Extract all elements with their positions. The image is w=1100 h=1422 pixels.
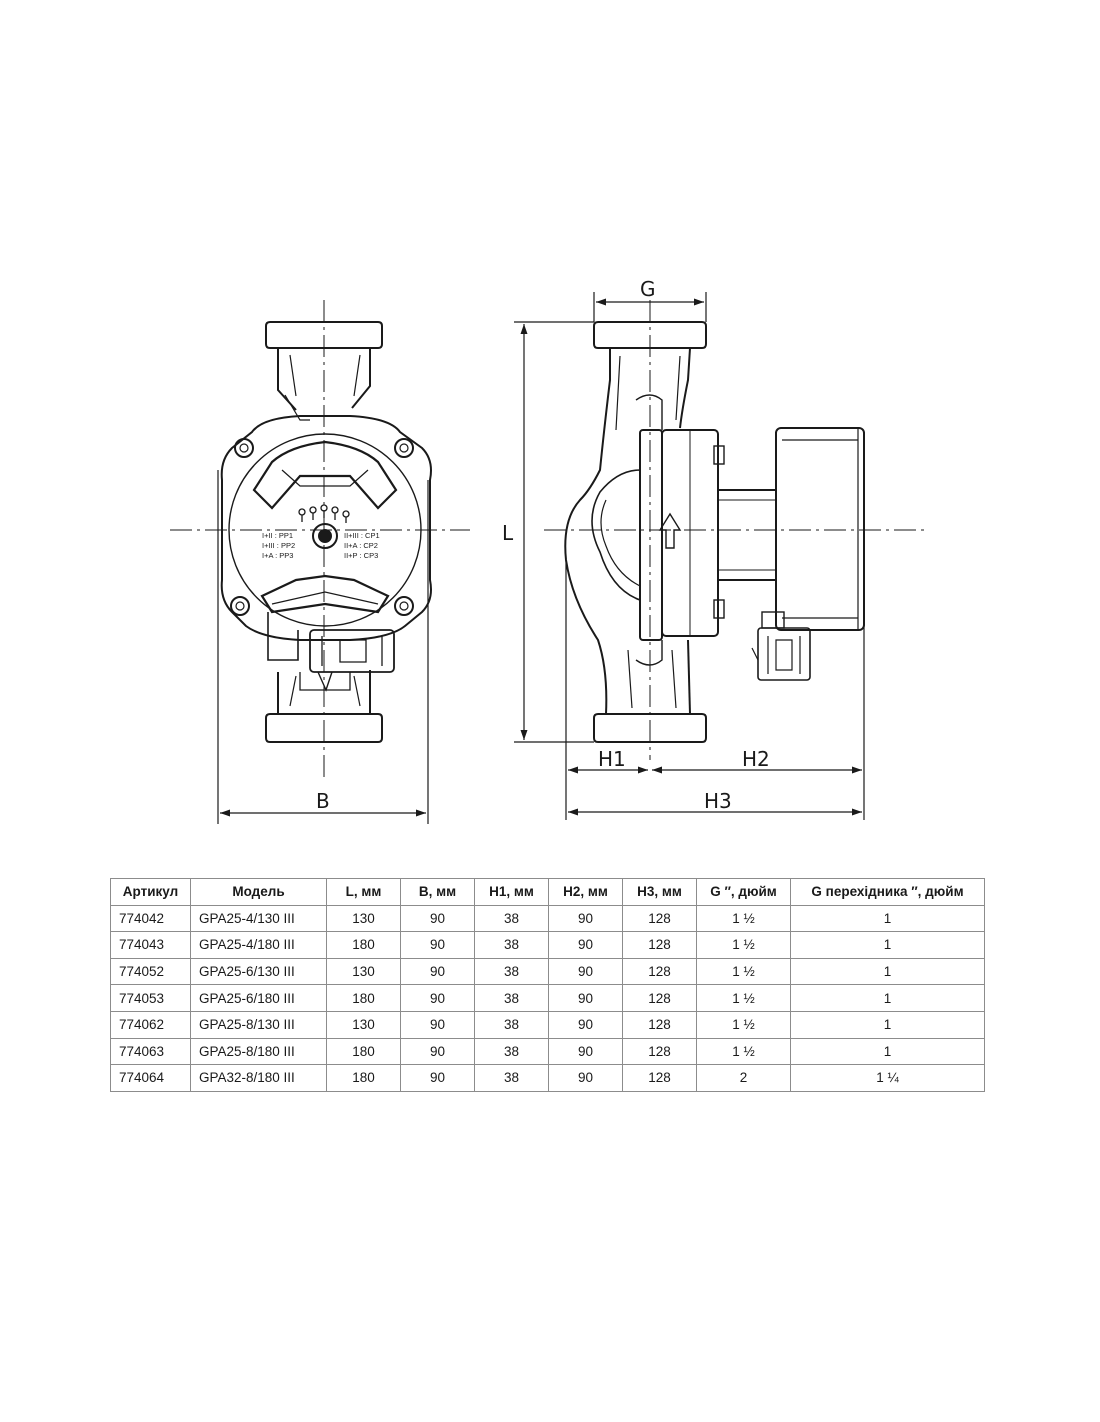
cell-H3: 128 [623, 1065, 697, 1092]
cell-G: 1 ½ [697, 985, 791, 1012]
cell-L: 130 [327, 1011, 401, 1038]
panel-right-line-1: II+III : CP1 [344, 531, 380, 540]
table-row [111, 932, 985, 959]
cell-H1: 38 [475, 1065, 549, 1092]
cell-L: 130 [327, 905, 401, 932]
header-H3: H3, мм [623, 879, 697, 906]
table-row [111, 985, 985, 1012]
label-G: G [640, 277, 656, 301]
label-B: B [316, 789, 330, 813]
header-article: Артикул [111, 879, 191, 906]
cell-B: 90 [401, 1038, 475, 1065]
cell-G: 1 ½ [697, 1038, 791, 1065]
label-H3: H3 [704, 789, 732, 813]
cell-G: 1 ½ [697, 932, 791, 959]
header-B: B, мм [401, 879, 475, 906]
cell-B: 90 [401, 958, 475, 985]
table-row [111, 1038, 985, 1065]
cell-article: 774042 [111, 905, 191, 932]
cell-H2: 90 [549, 958, 623, 985]
table-row [111, 958, 985, 985]
side-control-box [776, 428, 864, 630]
cell-H3: 128 [623, 958, 697, 985]
dimension-H1-H2 [566, 560, 864, 820]
label-H1: H1 [598, 747, 626, 771]
panel-left-line-3: I+A : PP3 [262, 551, 294, 560]
header-L: L, мм [327, 879, 401, 906]
header-H1: H1, мм [475, 879, 549, 906]
cell-H2: 90 [549, 932, 623, 959]
header-model: Модель [191, 879, 327, 906]
table-row [111, 905, 985, 932]
cell-model: GPA32-8/180 III [191, 1065, 327, 1092]
cell-H1: 38 [475, 1038, 549, 1065]
cell-H1: 38 [475, 905, 549, 932]
header-H2: H2, мм [549, 879, 623, 906]
cell-B: 90 [401, 985, 475, 1012]
header-G-adapter: G перехідника ″, дюйм [791, 879, 985, 906]
specifications-table [110, 878, 985, 1092]
cell-article: 774062 [111, 1011, 191, 1038]
panel-left-line-1: I+II : PP1 [262, 531, 294, 540]
cell-G: 1 ½ [697, 905, 791, 932]
pump-front-view [222, 322, 431, 742]
cell-B: 90 [401, 1065, 475, 1092]
cell-model: GPA25-8/130 III [191, 1011, 327, 1038]
dimension-L [514, 322, 594, 742]
cell-G: 2 [697, 1065, 791, 1092]
cell-H1: 38 [475, 958, 549, 985]
cell-H2: 90 [549, 905, 623, 932]
cell-L: 180 [327, 1038, 401, 1065]
cell-L: 180 [327, 985, 401, 1012]
cell-H2: 90 [549, 985, 623, 1012]
cell-H2: 90 [549, 1065, 623, 1092]
cell-article: 774064 [111, 1065, 191, 1092]
dimension-B [218, 470, 428, 824]
cell-H3: 128 [623, 905, 697, 932]
cell-H3: 128 [623, 985, 697, 1012]
cell-G-adapter: 1 [791, 932, 985, 959]
cell-B: 90 [401, 932, 475, 959]
cell-H3: 128 [623, 1011, 697, 1038]
cell-B: 90 [401, 1011, 475, 1038]
panel-right-line-2: II+A : CP2 [344, 541, 378, 550]
cell-G-adapter: 1 ¼ [791, 1065, 985, 1092]
table-row [111, 1011, 985, 1038]
cell-H1: 38 [475, 932, 549, 959]
cell-H2: 90 [549, 1038, 623, 1065]
table-row [111, 1065, 985, 1092]
panel-left-line-2: I+III : PP2 [262, 541, 296, 550]
cell-H1: 38 [475, 985, 549, 1012]
cell-G: 1 ½ [697, 958, 791, 985]
label-H2: H2 [742, 747, 770, 771]
table-header-row [111, 879, 985, 906]
cell-B: 90 [401, 905, 475, 932]
cell-article: 774063 [111, 1038, 191, 1065]
pump-side-view [565, 322, 864, 742]
cell-model: GPA25-4/180 III [191, 932, 327, 959]
header-G: G ″, дюйм [697, 879, 791, 906]
cell-article: 774043 [111, 932, 191, 959]
cell-H1: 38 [475, 1011, 549, 1038]
cell-model: GPA25-6/130 III [191, 958, 327, 985]
cell-article: 774052 [111, 958, 191, 985]
cell-G: 1 ½ [697, 1011, 791, 1038]
side-center-lines [544, 300, 924, 760]
cell-model: GPA25-8/180 III [191, 1038, 327, 1065]
cell-L: 180 [327, 932, 401, 959]
cell-G-adapter: 1 [791, 1011, 985, 1038]
cell-H3: 128 [623, 1038, 697, 1065]
cell-G-adapter: 1 [791, 985, 985, 1012]
label-L: L [502, 521, 514, 545]
cell-L: 180 [327, 1065, 401, 1092]
cell-G-adapter: 1 [791, 1038, 985, 1065]
cell-G-adapter: 1 [791, 958, 985, 985]
cell-article: 774053 [111, 985, 191, 1012]
cell-model: GPA25-6/180 III [191, 985, 327, 1012]
cell-model: GPA25-4/130 III [191, 905, 327, 932]
cell-G-adapter: 1 [791, 905, 985, 932]
cell-L: 130 [327, 958, 401, 985]
cell-H3: 128 [623, 932, 697, 959]
panel-right-line-3: II+P : CP3 [344, 551, 379, 560]
cell-H2: 90 [549, 1011, 623, 1038]
